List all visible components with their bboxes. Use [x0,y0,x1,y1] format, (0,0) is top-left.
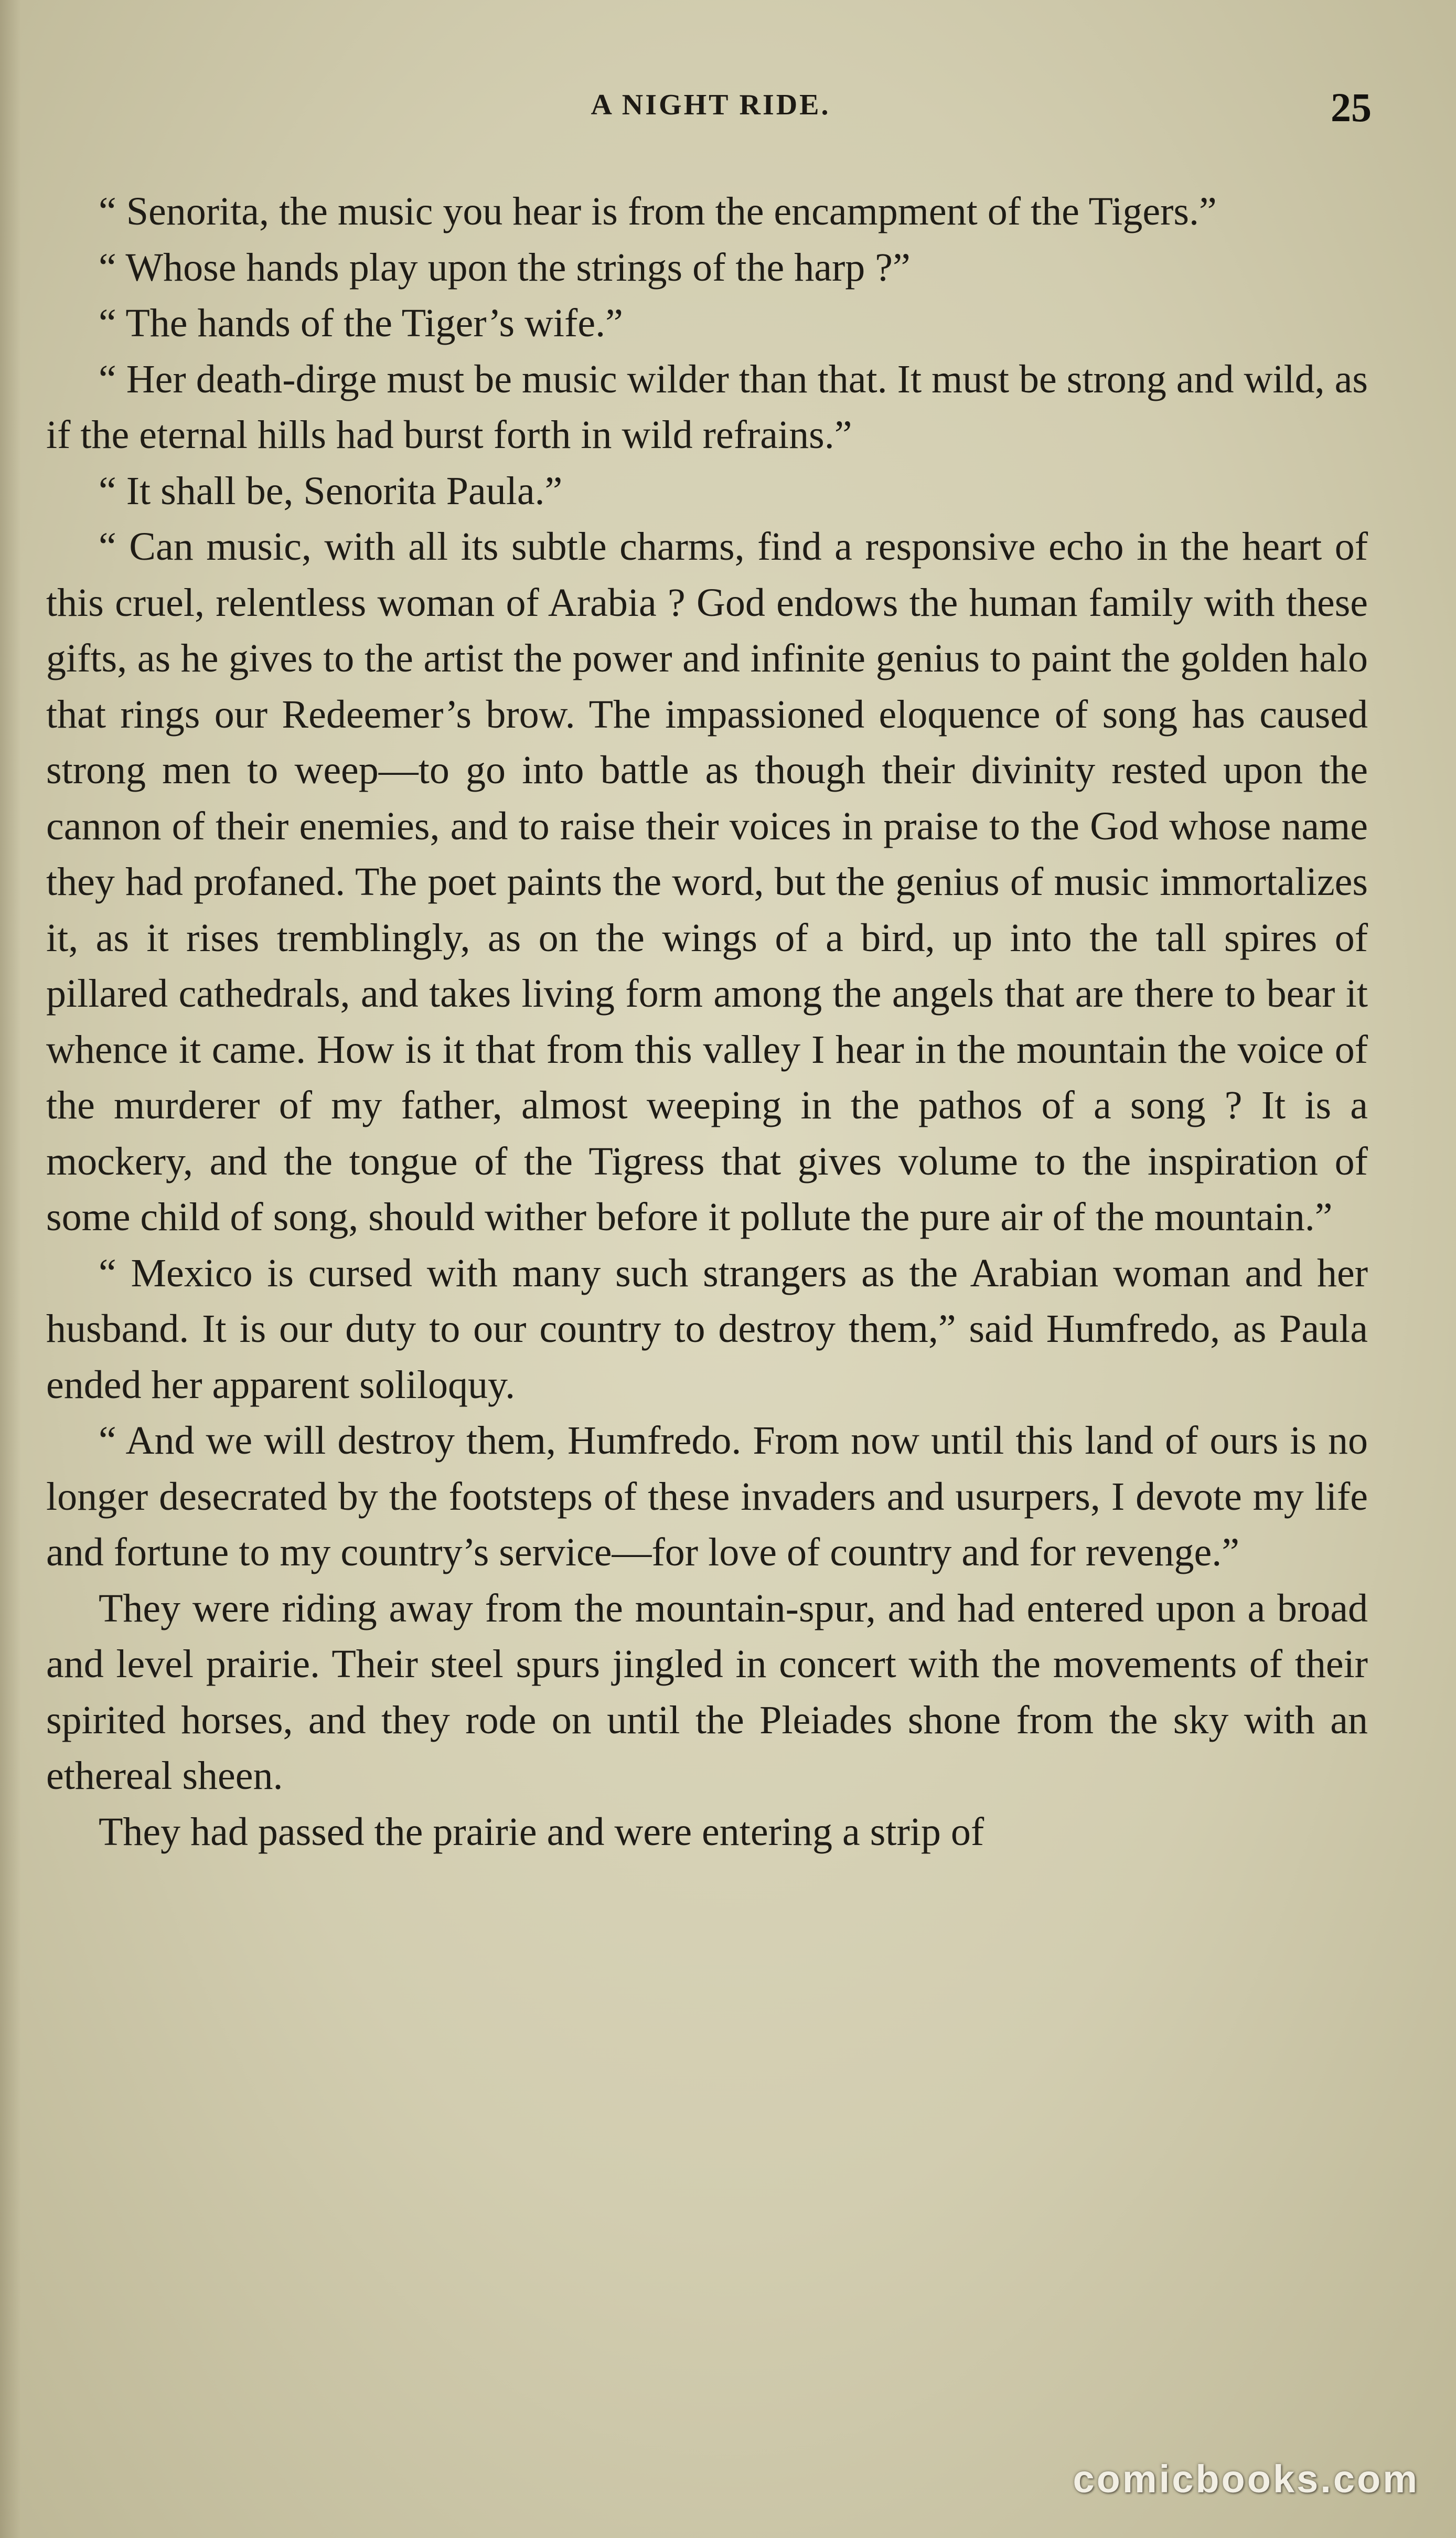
paragraph: They were riding away from the mountain-spur, and had entered upon a broad and level prairie. Their steel spurs jingled in concert with the movements of their spirited horses, and they rode on until the Pleiades shone from the sky with an ethereal sheen. [46,1586,1368,1798]
paragraph: “ Mexico is cursed with many such strangers as the Arabian woman and her husband. It is our duty to our country to destroy them,” said Humfredo, as Paula ended her apparent soliloquy. [46,1251,1368,1407]
page-edge-shadow [0,0,21,2538]
watermark-logo: comicbooks.com [1073,2457,1419,2501]
page-number: 25 [1331,84,1372,130]
paragraph: “ Her death-dirge must be music wilder than that. It must be strong and wild, as if the eternal hills had burst forth in wild refrains.” [46,357,1368,457]
running-head [50,84,1372,135]
paragraph: “ The hands of the Tiger’s wife.” [99,301,623,345]
chapter-title: A NIGHT RIDE. [591,89,831,121]
paragraph: “ And we will destroy them, Humfredo. From now until this land of ours is no longer desecrated by the footsteps of these invaders and usurpers, I devote my life and fortune to my country’s service—for love of country and for revenge.” [46,1419,1368,1574]
paragraph: “ Senorita, the music you hear is from the encampment of the Tigers.” [99,189,1217,233]
body-text [46,184,1368,1860]
paragraph: “ Can music, with all its subtle charms, find a responsive echo in the heart of this cruel, relentless woman of Arabia ? God endows the human family with these gifts, as he gives to the artist the power and infinite genius to paint the golden halo that rings our Redeemer’s brow. The impassioned eloquence of song has caused strong men to weep—to go into battle as though their divinity rested upon the cannon of their enemies, and to raise their voices in praise to the God whose name they had profaned. The poet paints the word, but the genius of music immortalizes it, as it rises tremblingly, as on the wings of a bird, up into the tall spires of pillared cathedrals, and takes living form among the angels that are there to bear it whence it came. How is it that from this valley I hear in the mountain the voice of the murderer of my father, almost weeping in the pathos of a song ? It is a mockery, and the tongue of the Tigress that gives volume to the inspiration of some child of song, should wither before it pollute the pure air of the mountain.” [46,525,1368,1239]
paragraph: “ Whose hands play upon the strings of the harp ?” [99,245,911,290]
paragraph: They had passed the prairie and were entering a strip of [99,1809,984,1854]
paragraph: “ It shall be, Senorita Paula.” [99,468,563,513]
